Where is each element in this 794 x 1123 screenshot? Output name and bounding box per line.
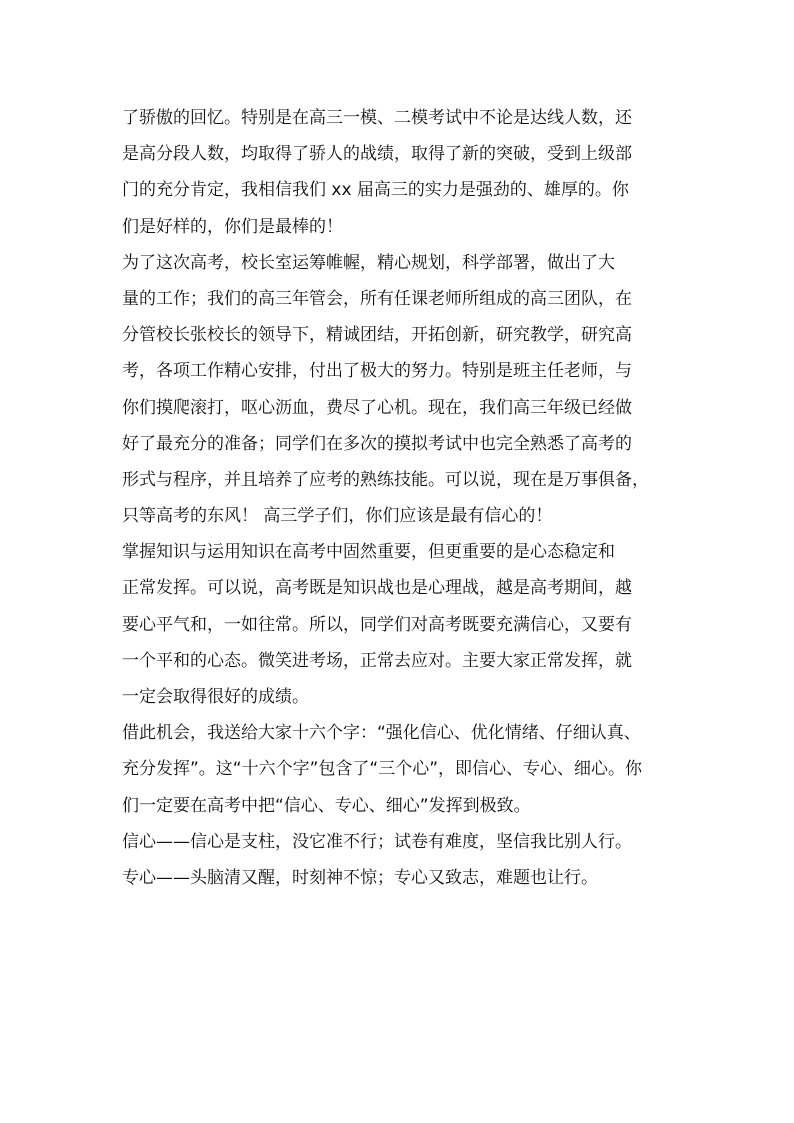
text-line: 好了最充分的准备；同学们在多次的摸拟考试中也完全熟悉了高考的 [122, 433, 632, 454]
text-line: 掌握知识与运用知识在高考中固然重要，但更重要的是心态稳定和 [122, 542, 615, 563]
body-text [122, 100, 682, 896]
text-line: 专心——头脑清又醒，时刻神不惊；专心又致志，难题也让行。 [122, 867, 598, 888]
text-line: 们是好样的，你们是最棒的！ [122, 216, 343, 237]
text-line: 正常发挥。可以说，高考既是知识战也是心理战，越是高考期间，越 [122, 578, 632, 599]
text-line: 只等高考的东风！ 高三学子们，你们应该是最有信心的！ [122, 506, 553, 527]
text-line: 考，各项工作精心安排，付出了极大的努力。特别是班主任老师，与 [122, 361, 632, 382]
text-line: 是高分段人数，均取得了骄人的战绩，取得了新的突破，受到上级部 [122, 144, 632, 165]
text-line: 一定会取得很好的成绩。 [122, 687, 309, 707]
text-line: 量的工作；我们的高三年管会，所有任课老师所组成的高三团队，在 [122, 288, 632, 309]
text-line: 信心——信心是支柱，没它准不行；试卷有难度，坚信我比别人行。 [122, 831, 632, 852]
text-line: 门的充分肯定，我相信我们 xx 届高三的实力是强劲的、雄厚的。你 [122, 180, 629, 201]
text-line: 了骄傲的回忆。特别是在高三一模、二模考试中不论是达线人数，还 [122, 108, 632, 128]
text-line: 为了这次高考，校长室运筹帷幄，精心规划，科学部署，做出了大 [122, 252, 615, 273]
text-line: 你们摸爬滚打，呕心沥血，费尽了心机。现在，我们高三年级已经做 [122, 397, 632, 418]
text-line: 借此机会，我送给大家十六个字：“强化信心、优化情绪、仔细认真、 [122, 723, 641, 744]
text-line: 要心平气和，一如往常。所以，同学们对高考既要充满信心，又要有 [122, 614, 632, 635]
text-line: 们一定要在高考中把“信心、专心、细心”发挥到极致。 [122, 795, 531, 816]
text-line: 一个平和的心态。微笑进考场，正常去应对。主要大家正常发挥，就 [122, 650, 632, 671]
text-line: 充分发挥”。这“十六个字”包含了“三个心”，即信心、专心、细心。你 [122, 759, 643, 780]
text-line: 分管校长张校长的领导下，精诚团结，开拓创新，研究教学，研究高 [122, 325, 632, 346]
text-line: 形式与程序，并且培养了应考的熟练技能。可以说，现在是万事俱备， [122, 469, 649, 490]
